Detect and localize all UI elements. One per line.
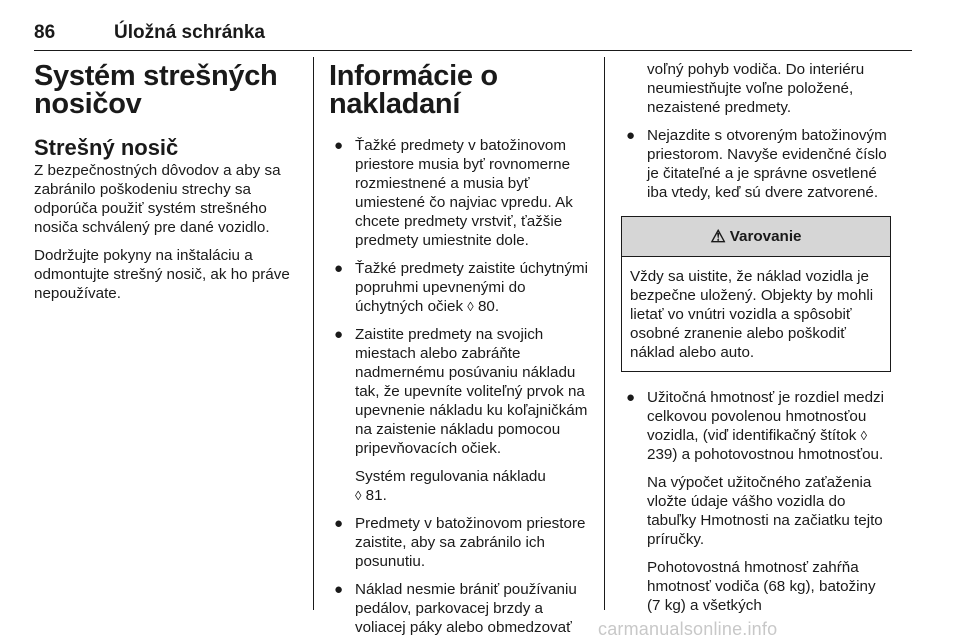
column-1 <box>34 60 299 312</box>
column-divider-2 <box>604 57 605 610</box>
continued-text: voľný pohyb vodiča. Do interiéru neumiestňujte voľne položené, nezaistené predmety. <box>647 61 865 116</box>
warning-box <box>621 216 891 372</box>
list-item: ● Zaistite predmety na svojich miestach alebo zabráňte nadmernému posúvaniu nákladu tak, že upevníte voliteľný prvok na upevnenie nákladu ku koľajničkám na zaistenie nákladu pomocou pripevňovacích očiek. Systém regulovania nákladu ◊ 81. <box>329 325 593 505</box>
column-divider-1 <box>313 57 314 610</box>
page-reference-link[interactable]: 80. <box>477 298 500 315</box>
section-heading-roof-rack-system: Systém strešných nosičov <box>34 60 278 120</box>
list-item: ● Náklad nesmie brániť používaniu pedálov, parkovacej brzdy a voliacej páky alebo obmedzovať <box>334 581 577 636</box>
list-item: ● Ťažké predmety v batožinovom priestore musia byť rovnomerne rozmiestnené a musia byť umiestené čo najviac vpredu. Ak chcete predmety vrstviť, ťažšie predmety umiestnite dole. <box>334 137 573 249</box>
bullet-dot-icon: ● <box>334 137 344 154</box>
paragraph-safety: Z bezpečnostných dôvodov a aby sa zabránilo poškodeniu strechy sa odporúča použiť systém strešného nosiča schválený pre dané vozidlo. <box>34 162 281 236</box>
bullet-dot-icon: ● <box>334 581 344 598</box>
warning-title: Varovanie <box>729 228 802 245</box>
list-item: ● Predmety v batožinovom priestore zaistite, aby sa zabránilo ich posunutiu. <box>334 515 586 570</box>
header-divider <box>34 50 912 51</box>
bullet-dot-icon: ● <box>334 326 344 343</box>
subsection-heading-roof-rack: Strešný nosič <box>34 135 179 160</box>
cargo-system-reference: Systém regulovania nákladu ◊ 81. <box>355 468 546 504</box>
warning-header <box>622 217 890 257</box>
list-item: ● Nejazdite s otvoreným batožinovým priestorom. Navyše evidenčné číslo je čitateľné a je správne osvetlené iba vtedy, keď sú dvere zatvorené. <box>626 127 887 201</box>
bullet-dot-icon: ● <box>626 389 636 406</box>
page-reference-link[interactable]: 239) a pohotovostnou hmotnosťou. <box>647 446 884 463</box>
warning-triangle-icon: ⚠ <box>710 227 726 246</box>
bullet-dot-icon: ● <box>334 515 344 532</box>
open-trunk-bullet-list <box>621 126 891 202</box>
list-item: ● Ťažké predmety zaistite úchytnými popruhmi upevnenými do úchytných očiek ◊ 80. <box>334 260 588 315</box>
page-reference-link[interactable]: 81. <box>365 487 387 504</box>
chapter-title: Úložná schránka <box>114 22 265 43</box>
list-item: ● Užitočná hmotnosť je rozdiel medzi celkovou povolenou hmotnosťou vozidla, (viď identifikačný štítok ◊ 239) a pohotovostnou hmotnosťou. Na výpočet užitočného zaťaženia vložte údaje vášho vozidla do tabuľky Hmotnosti na začiatku tejto príručky. Pohotovostná hmotnosť zahŕňa hmotnosť vodiča (68 kg), batožiny (7 kg) a všetkých <box>621 388 891 615</box>
paragraph-installation: Dodržujte pokyny na inštaláciu a odmontujte strešný nosič, ak ho práve nepoužívate. <box>34 247 290 302</box>
section-heading-loading-info: Informácie o nakladaní <box>329 60 498 120</box>
column-3 <box>621 60 891 624</box>
bullet-dot-icon: ● <box>626 127 636 144</box>
loading-bullet-list <box>329 136 593 637</box>
reference-arrow-icon: ◊ <box>355 488 362 503</box>
warning-body: Vždy sa uistite, že náklad vozidla je bezpečne uložený. Objekty by mohli lietať vo vnútri vozidla a spôsobiť osobné zranenie alebo poškodiť náklad alebo auto. <box>630 268 874 361</box>
column-2 <box>329 60 593 642</box>
payload-bullet-list <box>621 388 891 615</box>
payload-calc-paragraph: Na výpočet užitočného zaťaženia vložte údaje vášho vozidla do tabuľky Hmotnosti na začiatku tejto príručky. <box>647 474 883 548</box>
bullet-dot-icon: ● <box>334 260 344 277</box>
curb-weight-paragraph: Pohotovostná hmotnosť zahŕňa hmotnosť vodiča (68 kg), batožiny (7 kg) a všetkých <box>647 559 876 614</box>
reference-arrow-icon: ◊ <box>860 428 868 443</box>
watermark: carmanualsonline.info <box>598 619 778 639</box>
page-number: 86 <box>34 22 56 43</box>
page-header <box>34 22 912 52</box>
reference-arrow-icon: ◊ <box>467 299 474 314</box>
